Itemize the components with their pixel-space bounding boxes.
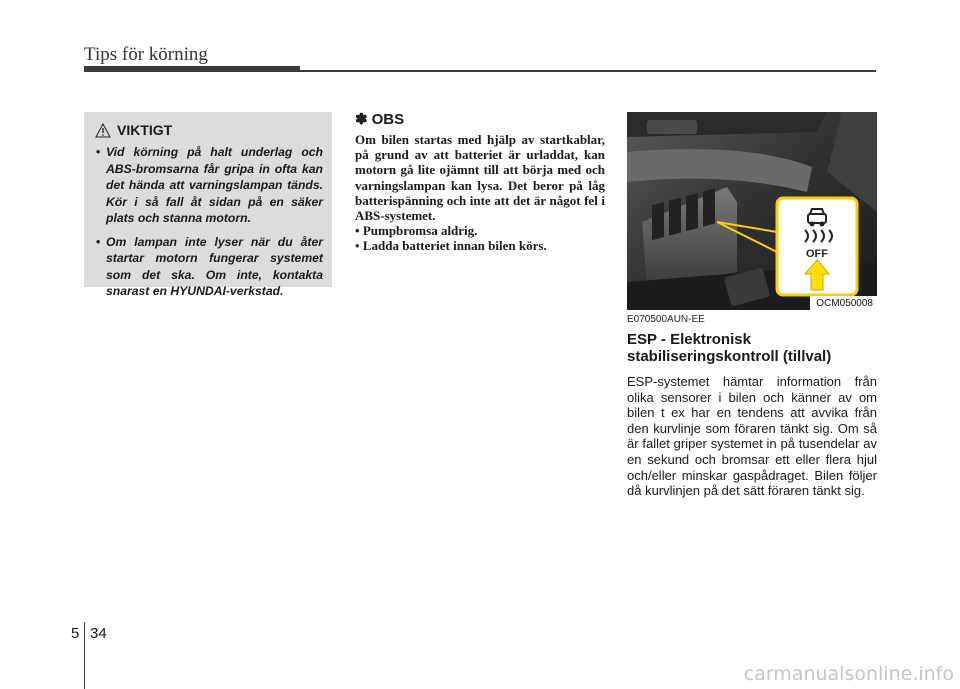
header-rule-thick: [84, 66, 300, 72]
warning-item: • Vid körning på halt underlag och ABS-bromsarna får gripa in ofta kan det hända att varningslampan tänds. Kör i så fall åt sidan på en säker plats och stanna motorn.: [96, 145, 323, 225]
warning-list: [93, 144, 323, 300]
page-divider: [84, 622, 85, 689]
section-body: ESP-systemet hämtar information från olika sensorer i bilen och känner av om bilen t ex har en tendens att avvika från den kurvlinje som föraren tänkt sig. Om så är fallet griper systemet in på tusendelar av en sekund och bromsar ett eller flera hjul och/eller minskar gaspådraget. Bilen följer då kurvlinjen på det sätt föraren tänkt sig.: [627, 374, 877, 499]
page-number: 34: [90, 625, 107, 642]
warning-item: • Om lampan inte lyser när du åter startar motorn fungerar systemet som det ska. Om inte, kontakta snarast en HYUNDAI-verkstad.: [96, 234, 323, 298]
note-item: • Pumpbromsa aldrig.: [355, 223, 478, 239]
warning-box: [84, 112, 332, 298]
note-item: • Ladda batteriet innan bilen körs.: [355, 238, 547, 254]
note-title: OBS: [371, 110, 405, 128]
warning-triangle-icon: [95, 123, 111, 138]
page-section-number: 5: [71, 625, 80, 642]
note-body: Om bilen startas med hjälp av startkablar, på grund av att batteriet är urladdat, kan motorn gå lite ojämnt till att börja med och varningslampan kan lysa. Det beror på låg batterispänning och inte att det är något fel i ABS-systemet.: [355, 132, 605, 224]
warning-title: VIKTIGT: [117, 122, 173, 138]
page-header-title: Tips för körning: [84, 44, 208, 65]
note-list: [355, 223, 605, 253]
esp-section: [627, 314, 877, 499]
header-rule-thin: [300, 70, 876, 72]
dashboard-photo: [627, 112, 877, 310]
section-title: ESP - Elektronisk stabiliseringskontroll (tillval): [627, 331, 832, 365]
note-symbol-icon: ✽: [355, 111, 368, 128]
figure-caption: OCM050008: [810, 296, 877, 310]
watermark: carmanualsonline.info: [743, 663, 954, 685]
section-code: E070500AUN-EE: [627, 314, 705, 325]
note-header: [355, 110, 605, 128]
off-button-label: OFF: [806, 248, 828, 260]
esp-figure: [627, 112, 877, 310]
warning-header: [95, 122, 323, 138]
note-block: [355, 110, 605, 254]
